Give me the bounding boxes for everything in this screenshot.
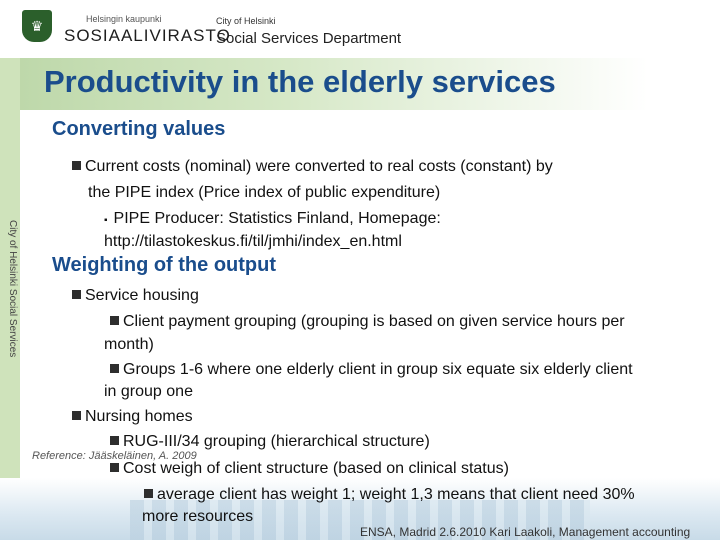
bullet-continuation: the PIPE index (Price index of public expenditure) (88, 184, 441, 201)
square-bullet-icon (144, 489, 153, 498)
footer-note: ENSA, Madrid 2.6.2010 Kari Laakoli, Management accounting (360, 525, 691, 539)
org-small-name: Helsingin kaupunki (86, 14, 162, 24)
sub-bullet-text: Cost weigh of client structure (based on clinical status) (123, 460, 509, 477)
sub-sub-bullet-text: average client has weight 1; weight 1,3 means that client need 30% (157, 486, 635, 503)
square-bullet-icon (110, 463, 119, 472)
department-name: Social Services Department (216, 30, 402, 47)
bullet-text: Nursing homes (85, 408, 193, 425)
header-bar (0, 0, 720, 58)
bullet-current-costs (72, 158, 553, 176)
square-bullet-icon (110, 316, 119, 325)
sub-bullet-cost-weight (110, 460, 509, 478)
page-title: Productivity in the elderly services (44, 64, 556, 99)
sub-bullet-text: Groups 1-6 where one elderly client in group six equate six elderly client (123, 361, 633, 378)
sub-bullet-groups (110, 361, 633, 379)
sub-bullet-rug (110, 433, 430, 451)
section-heading-weighting: Weighting of the output (52, 254, 277, 276)
bullet-text: Current costs (nominal) were converted to real costs (constant) by (85, 158, 553, 175)
reference-note: Reference: Jääskeläinen, A. 2009 (32, 450, 197, 462)
side-label: City of Helsinki Social Services (7, 220, 18, 358)
square-bullet-icon (110, 436, 119, 445)
sub-bullet-text: Client payment grouping (grouping is based on given service hours per (123, 313, 625, 330)
sub-bullet-text: PIPE Producer: Statistics Finland, Homepage: (113, 210, 441, 227)
sub-sub-bullet-continuation: more resources (142, 508, 254, 525)
sub-sub-bullet-average (144, 486, 635, 504)
bullet-text: Service housing (85, 287, 199, 304)
square-bullet-icon (72, 411, 81, 420)
sub-bullet-text: RUG-III/34 grouping (hierarchical structure) (123, 433, 430, 450)
city-crest-icon: ♛ (22, 10, 52, 42)
section-heading-converting: Converting values (52, 118, 226, 140)
city-name: City of Helsinki (216, 16, 276, 26)
square-bullet-icon (110, 364, 119, 373)
pipe-url: http://tilastokeskus.fi/til/jmhi/index_en.html (104, 233, 402, 250)
bullet-nursing-homes (72, 408, 193, 426)
sub-bullet-client-payment (110, 313, 625, 331)
square-bullet-icon (72, 290, 81, 299)
sub-bullet-continuation: month) (104, 336, 154, 353)
org-name: SOSIAALIVIRASTO (64, 26, 231, 45)
sub-bullet-continuation: in group one (104, 383, 193, 400)
small-square-bullet-icon: ▪ (104, 215, 108, 226)
bullet-service-housing (72, 287, 199, 305)
square-bullet-icon (72, 161, 81, 170)
sub-bullet-pipe (104, 210, 441, 228)
